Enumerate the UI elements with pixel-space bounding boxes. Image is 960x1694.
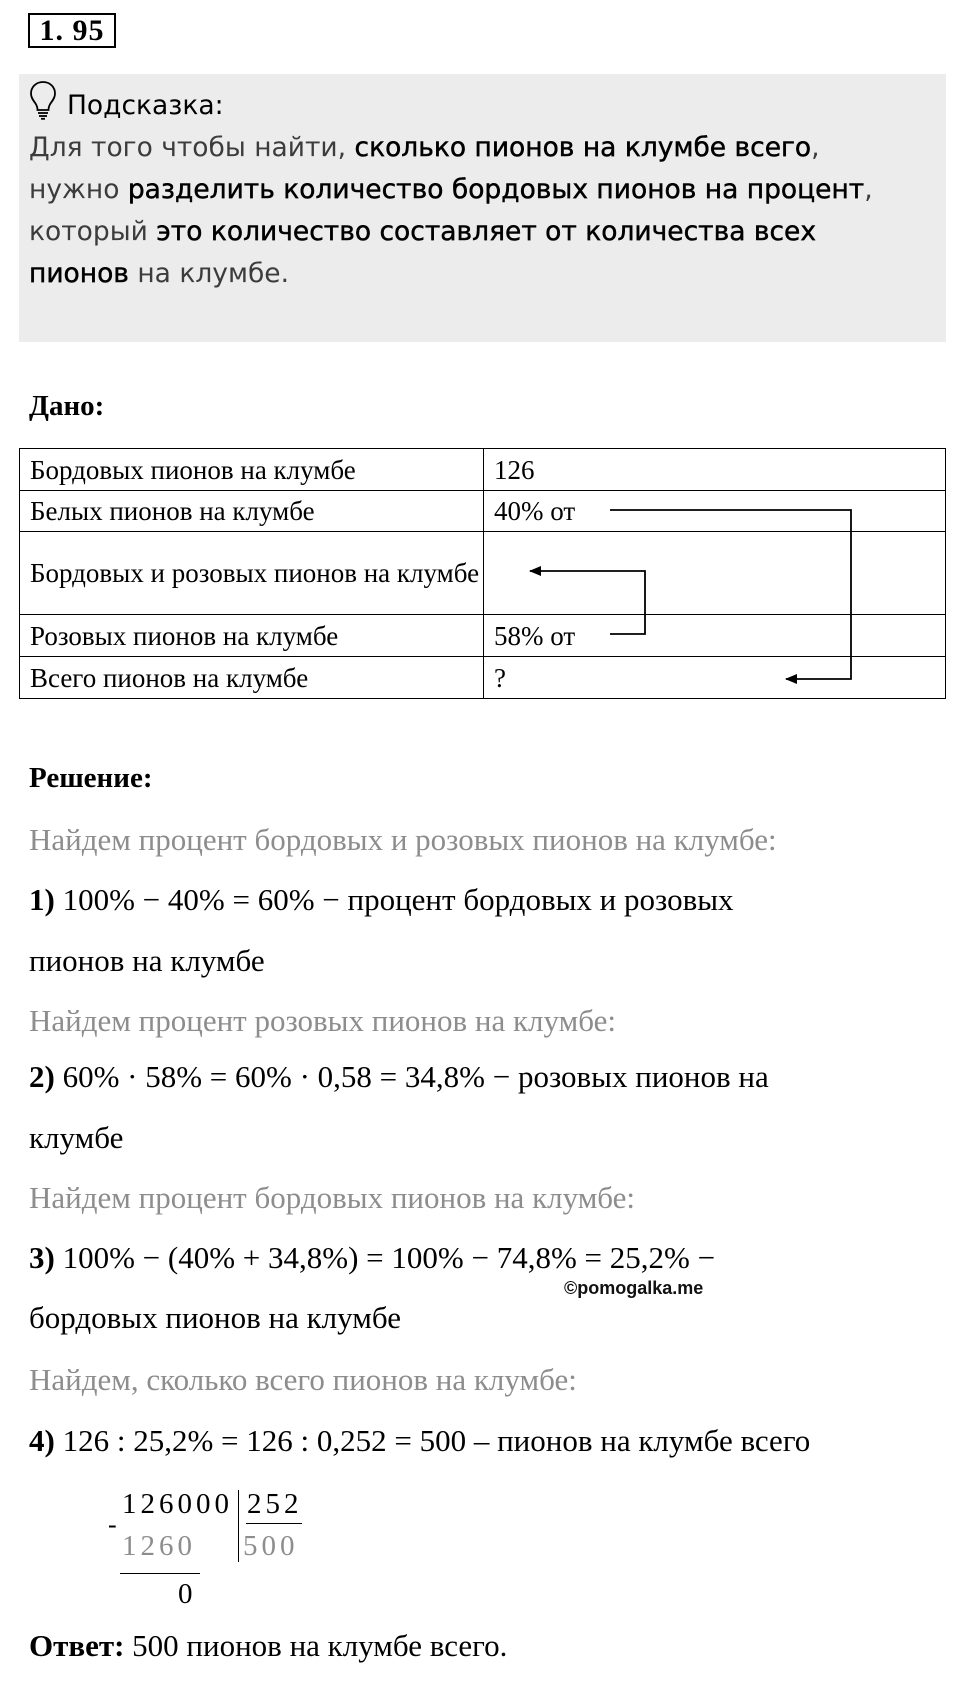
division-minus: - <box>108 1510 117 1539</box>
hint-title: Подсказка: <box>67 90 224 121</box>
division-remainder: 0 <box>178 1578 197 1610</box>
row-label: Белых пионов на клумбе <box>20 491 484 532</box>
division-quotient: 500 <box>243 1530 299 1562</box>
task-number: 1. 95 <box>28 13 116 48</box>
step1-intro: Найдем процент бордовых и розовых пионов на клумбе: <box>29 822 777 857</box>
row-value: ? <box>484 657 946 699</box>
row-value: 126 <box>484 449 946 491</box>
step2-intro: Найдем процент розовых пионов на клумбе: <box>29 1003 616 1038</box>
answer-text: 500 пионов на клумбе всего. <box>124 1628 508 1663</box>
given-title: Дано: <box>29 390 105 422</box>
step4-line: 4) 126 : 25,2% = 126 : 0,252 = 500 – пионов на клумбе всего <box>29 1423 811 1458</box>
division-subtraction-line <box>120 1573 200 1574</box>
arrow-white-to-total <box>610 510 851 679</box>
row-value: 58% от <box>484 615 946 657</box>
step4-intro: Найдем, сколько всего пионов на клумбе: <box>29 1362 577 1397</box>
step2-line-cont: клумбе <box>29 1120 124 1155</box>
division-divisor-line <box>246 1523 302 1524</box>
row-label: Бордовых пионов на клумбе <box>20 449 484 491</box>
step2-line: 2) 60% · 58% = 60% · 0,58 = 34,8% − розовых пионов на <box>29 1059 769 1094</box>
step3-line: 3) 100% − (40% + 34,8%) = 100% − 74,8% = 25,2% − <box>29 1240 716 1275</box>
arrow-pink-to-burgundy-pink <box>530 571 645 634</box>
division-dividend: 126000 <box>122 1488 233 1520</box>
step1-line: 1) 100% − 40% = 60% − процент бордовых и розовых <box>29 882 734 917</box>
watermark: ©pomogalka.me <box>564 1278 704 1298</box>
division-divisor: 252 <box>247 1488 303 1520</box>
row-label: Розовых пионов на клумбе <box>20 615 484 657</box>
step1-line-cont: пионов на клумбе <box>29 943 265 978</box>
answer <box>29 1628 507 1664</box>
answer-label: Ответ: <box>29 1628 125 1663</box>
step3-line-cont: бордовых пионов на клумбе <box>29 1300 401 1335</box>
division-subtrahend: 1260 <box>122 1530 196 1562</box>
solution-title: Решение: <box>29 762 153 794</box>
reference-arrows <box>0 0 960 720</box>
row-label: Всего пионов на клумбе <box>20 657 484 699</box>
division-vertical-line <box>238 1490 239 1562</box>
row-value: 40% от <box>484 491 946 532</box>
step3-intro: Найдем процент бордовых пионов на клумбе: <box>29 1180 636 1215</box>
hint-text: Для того чтобы найти, сколько пионов на клумбе всего, нужно разделить количество бордовых пионов на процент, который это количество составляет от количества всех пионов на клумбе. <box>29 132 873 289</box>
row-label: Бордовых и розовых пионов на клумбе <box>20 532 484 615</box>
